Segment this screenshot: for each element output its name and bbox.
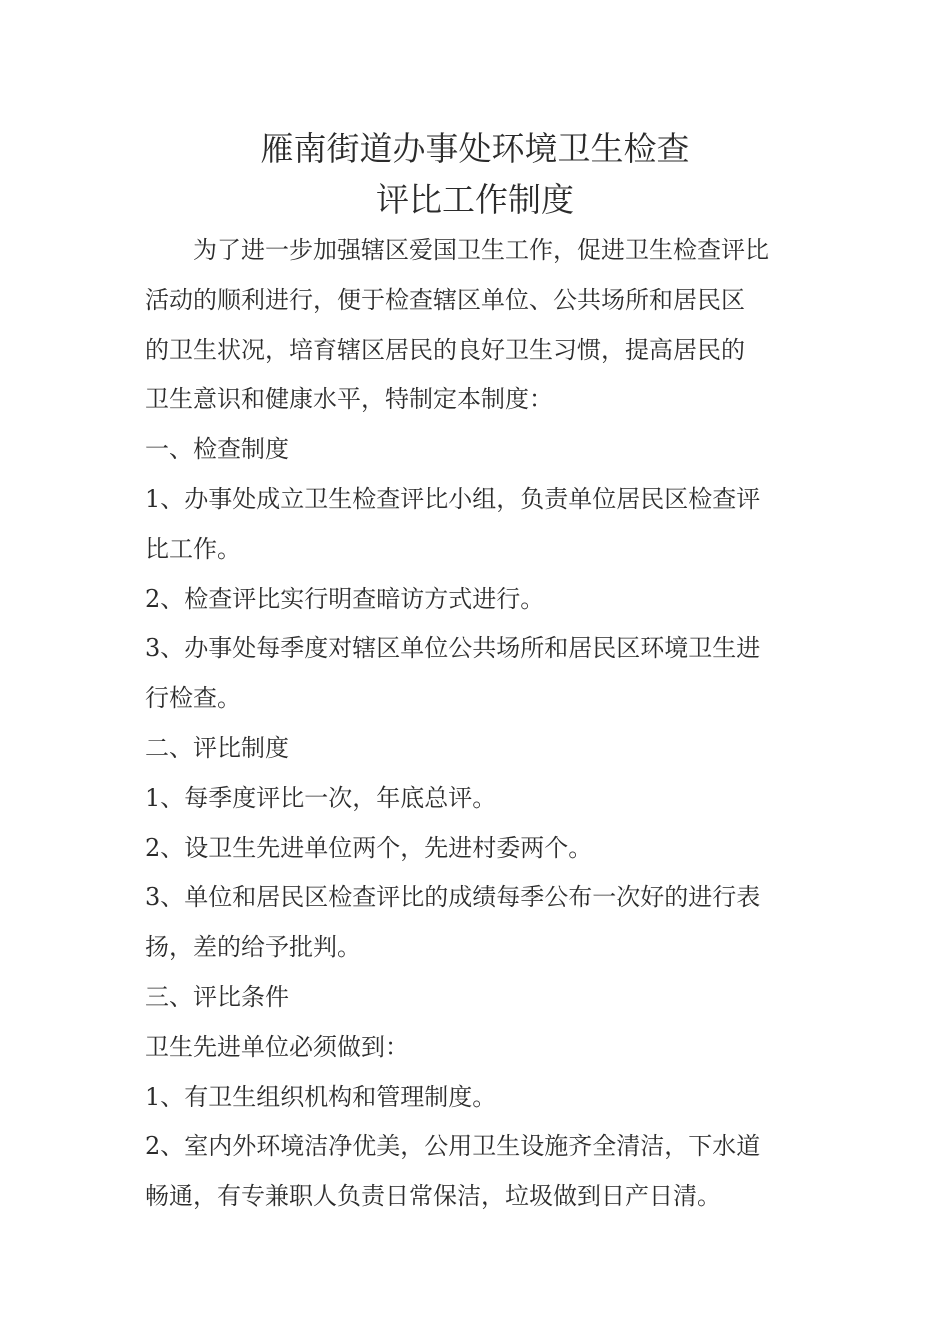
criteria-item-2-line-1: 2、室内外环境洁净优美，公用卫生设施齐全清洁，下水道 [145, 1132, 761, 1161]
evaluation-item-2: 2、设卫生先进单位两个，先进村委两个。 [145, 833, 593, 862]
evaluation-item-1: 1、每季度评比一次，年底总评。 [145, 783, 497, 812]
document-title-line-1: 雁南街道办事处环境卫生检查 [260, 129, 690, 168]
criteria-item-1: 1、有卫生组织机构和管理制度。 [145, 1082, 497, 1111]
criteria-intro: 卫生先进单位必须做到： [145, 1032, 409, 1061]
inspection-item-2: 2、检查评比实行明查暗访方式进行。 [145, 584, 545, 613]
inspection-item-3-line-1: 3、办事处每季度对辖区单位公共场所和居民区环境卫生进 [145, 634, 761, 663]
criteria-item-2-line-2: 畅通，有专兼职人负责日常保洁，垃圾做到日产日清。 [145, 1182, 721, 1211]
inspection-item-3-line-2: 行检查。 [145, 684, 241, 713]
intro-line-1: 为了进一步加强辖区爱国卫生工作，促进卫生检查评比 [193, 236, 769, 264]
document-title-line-2: 评比工作制度 [376, 180, 574, 219]
inspection-item-1-line-1: 1、办事处成立卫生检查评比小组，负责单位居民区检查评 [145, 484, 761, 513]
document-body [145, 226, 807, 1222]
intro-line-2: 活动的顺利进行，便于检查辖区单位、公共场所和居民区 [145, 285, 745, 314]
inspection-item-1-line-2: 比工作。 [145, 534, 241, 563]
intro-line-4: 卫生意识和健康水平，特制定本制度： [145, 385, 553, 414]
section-heading-evaluation: 二、评比制度 [145, 733, 289, 762]
section-heading-inspection: 一、检查制度 [145, 435, 289, 464]
evaluation-item-3-line-1: 3、单位和居民区检查评比的成绩每季公布一次好的进行表 [145, 883, 761, 912]
intro-line-3: 的卫生状况，培育辖区居民的良好卫生习惯，提高居民的 [145, 335, 745, 364]
section-heading-criteria: 三、评比条件 [145, 982, 289, 1011]
evaluation-item-3-line-2: 扬，差的给予批判。 [145, 933, 361, 962]
